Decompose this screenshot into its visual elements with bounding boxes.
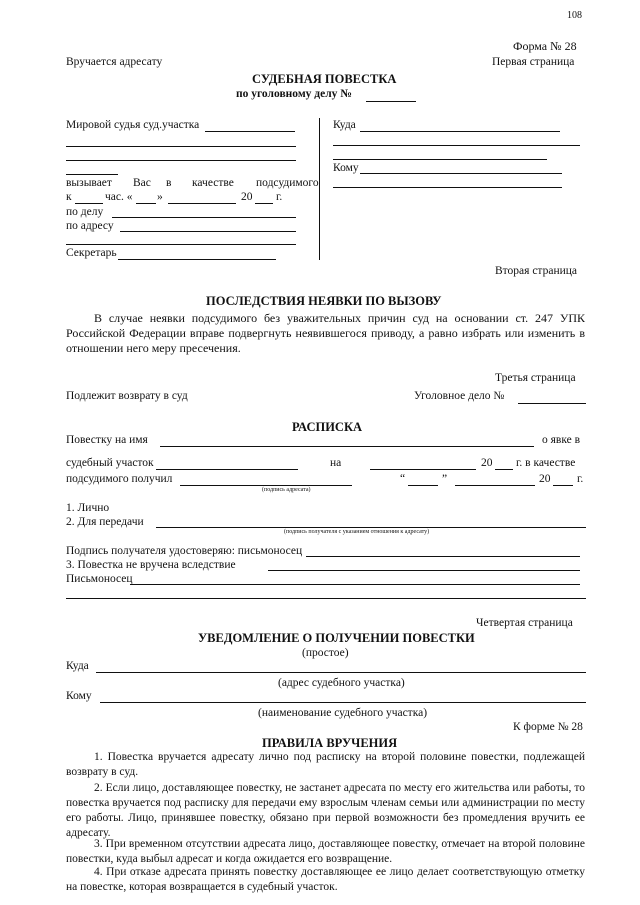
day-line[interactable] — [136, 203, 156, 204]
receipt-day-line[interactable] — [408, 485, 438, 486]
summons-name-line[interactable] — [160, 446, 534, 447]
case-label: по делу — [66, 206, 104, 218]
certify-label: Подпись получателя удостоверяю: письмоносец — [66, 545, 303, 557]
criminal-case-line[interactable] — [518, 403, 586, 404]
rule-1: 1. Повестка вручается адресату лично под расписку на второй половине повестки, подлежащей возврату в суд. — [66, 751, 585, 778]
transfer-caption: (подпись получателя с указанием отношения к адресату) — [284, 529, 430, 535]
column-divider — [319, 118, 320, 260]
notice-where-line[interactable] — [96, 672, 586, 673]
on-label: на — [330, 457, 342, 469]
summons-name-label: Повестку на имя — [66, 434, 148, 446]
not-delivered-line[interactable] — [268, 570, 580, 571]
court-district-label: судебный участок — [66, 457, 154, 469]
case-number-line[interactable] — [366, 101, 416, 102]
page1-label: Первая страница — [492, 56, 575, 68]
rule-4: 4. При отказе адресата принять повестку доставляющее ее лицо делает соответствующую отметку на повестке, которая возвращается в судебный участок. — [66, 866, 585, 893]
case-line[interactable] — [112, 217, 296, 218]
to-whom-line[interactable] — [360, 173, 562, 174]
rule-3: 3. При временном отсутствии адресата лицо, доставляющее повестку, отмечает на второй половине повестки, куда выбыл адресат и когда ожидается его возвращение. — [66, 838, 585, 865]
year2-label: 20 — [539, 473, 551, 485]
postman-line[interactable] — [130, 584, 580, 585]
transfer-line[interactable] — [156, 527, 586, 528]
quote-close-2: ” — [442, 473, 448, 485]
to-where-line-3[interactable] — [333, 159, 547, 160]
secretary-label: Секретарь — [66, 247, 117, 259]
year-role: г. в качестве — [516, 457, 576, 469]
address-line[interactable] — [120, 231, 296, 232]
to-where-line[interactable] — [360, 131, 560, 132]
summons-word-5: подсудимого — [256, 177, 319, 189]
page3-label: Третья страница — [495, 372, 576, 384]
signature-caption: (подпись адресата) — [262, 487, 311, 493]
notice-title: УВЕДОМЛЕНИЕ О ПОЛУЧЕНИИ ПОВЕСТКИ — [198, 631, 475, 645]
notice-where-caption: (адрес судебного участка) — [278, 677, 405, 689]
receipt-year-line[interactable] — [553, 485, 573, 486]
notice-whom-label: Кому — [66, 690, 92, 702]
to-where-label: Куда — [333, 119, 356, 131]
judge-label: Мировой судья суд.участка — [66, 119, 200, 131]
month-line[interactable] — [168, 203, 236, 204]
address-line-2[interactable] — [66, 244, 296, 245]
court-district-line[interactable] — [156, 469, 298, 470]
year-label: 20 — [481, 457, 493, 469]
notice-simple: (простое) — [302, 647, 349, 659]
quote-open: “ — [400, 473, 406, 485]
page-number: 108 — [567, 10, 582, 21]
time-prefix: к — [66, 191, 72, 203]
rules-title: ПРАВИЛА ВРУЧЕНИЯ — [262, 736, 398, 750]
defendant-received: подсудимого получил — [66, 473, 173, 485]
consequences-title: ПОСЛЕДСТВИЯ НЕЯВКИ ПО ВЫЗОВУ — [206, 294, 442, 308]
left-blank-line-2[interactable] — [66, 160, 296, 161]
page2-label: Вторая страница — [495, 265, 578, 277]
notice-where-label: Куда — [66, 660, 89, 672]
to-whom-line-2[interactable] — [333, 187, 562, 188]
certify-line[interactable] — [306, 556, 580, 557]
date-line[interactable] — [370, 469, 476, 470]
hours-label: час. « — [105, 191, 133, 203]
year-prefix: 20 — [241, 191, 253, 203]
to-whom-label: Кому — [333, 162, 359, 174]
year2-suffix: г. — [577, 473, 584, 485]
return-to-court: Подлежит возврату в суд — [66, 390, 188, 402]
notice-whom-caption: (наименование судебного участка) — [258, 707, 428, 719]
left-blank-line-1[interactable] — [66, 146, 296, 147]
summons-subtitle: по уголовному делу № — [236, 88, 352, 100]
receipt-title: РАСПИСКА — [292, 420, 363, 434]
consequences-text: В случае неявки подсудимого без уважительных причин суд на основании ст. 247 УПК Российской Федерации вправе подвергнуть неявившегося приводу, а равно избрать или изменить в отношении него меру пресечения. — [66, 311, 585, 355]
personally-label: 1. Лично — [66, 502, 110, 514]
judge-line[interactable] — [205, 131, 295, 132]
summons-word-1: вызывает — [66, 177, 112, 189]
hour-line[interactable] — [75, 203, 103, 204]
postman-label: Письмоносец — [66, 573, 133, 585]
year-line-2[interactable] — [495, 469, 513, 470]
delivered-to-addressee: Вручается адресату — [66, 56, 163, 68]
page4-label: Четвертая страница — [476, 617, 573, 629]
criminal-case-label: Уголовное дело № — [414, 390, 505, 402]
about-appearance: о явке в — [542, 434, 581, 446]
not-delivered-label: 3. Повестка не вручена вследствие — [66, 559, 236, 571]
quote-close: » — [157, 191, 163, 203]
summons-word-4: качестве — [192, 177, 234, 189]
form-number: Форма № 28 — [513, 39, 577, 53]
left-blank-line-3[interactable] — [66, 174, 118, 175]
secretary-line[interactable] — [118, 259, 276, 260]
receipt-month-line[interactable] — [455, 485, 535, 486]
year-line[interactable] — [255, 203, 273, 204]
to-where-line-2[interactable] — [333, 145, 580, 146]
for-transfer-label: 2. Для передачи — [66, 516, 144, 528]
summons-word-3: в — [166, 177, 172, 189]
summons-word-2: Вас — [133, 177, 151, 189]
notice-whom-line[interactable] — [100, 702, 586, 703]
rule-2: 2. Если лицо, доставляющее повестку, не застанет адресата по месту его жительства или работы, то повестка вручается под расписку для передачи ему взрослым членам семьи или администрации по месту его работы. Лицо, принявшее повестку, обязано при первой возможности без промедления вручить ее адресату. — [66, 782, 585, 839]
summons-title: СУДЕБНАЯ ПОВЕСТКА — [252, 72, 397, 86]
address-label: по адресу — [66, 220, 114, 232]
signature-line[interactable] — [180, 485, 352, 486]
to-form-label: К форме № 28 — [513, 721, 583, 733]
year-suffix: г. — [276, 191, 283, 203]
postman-line-2[interactable] — [66, 598, 586, 599]
